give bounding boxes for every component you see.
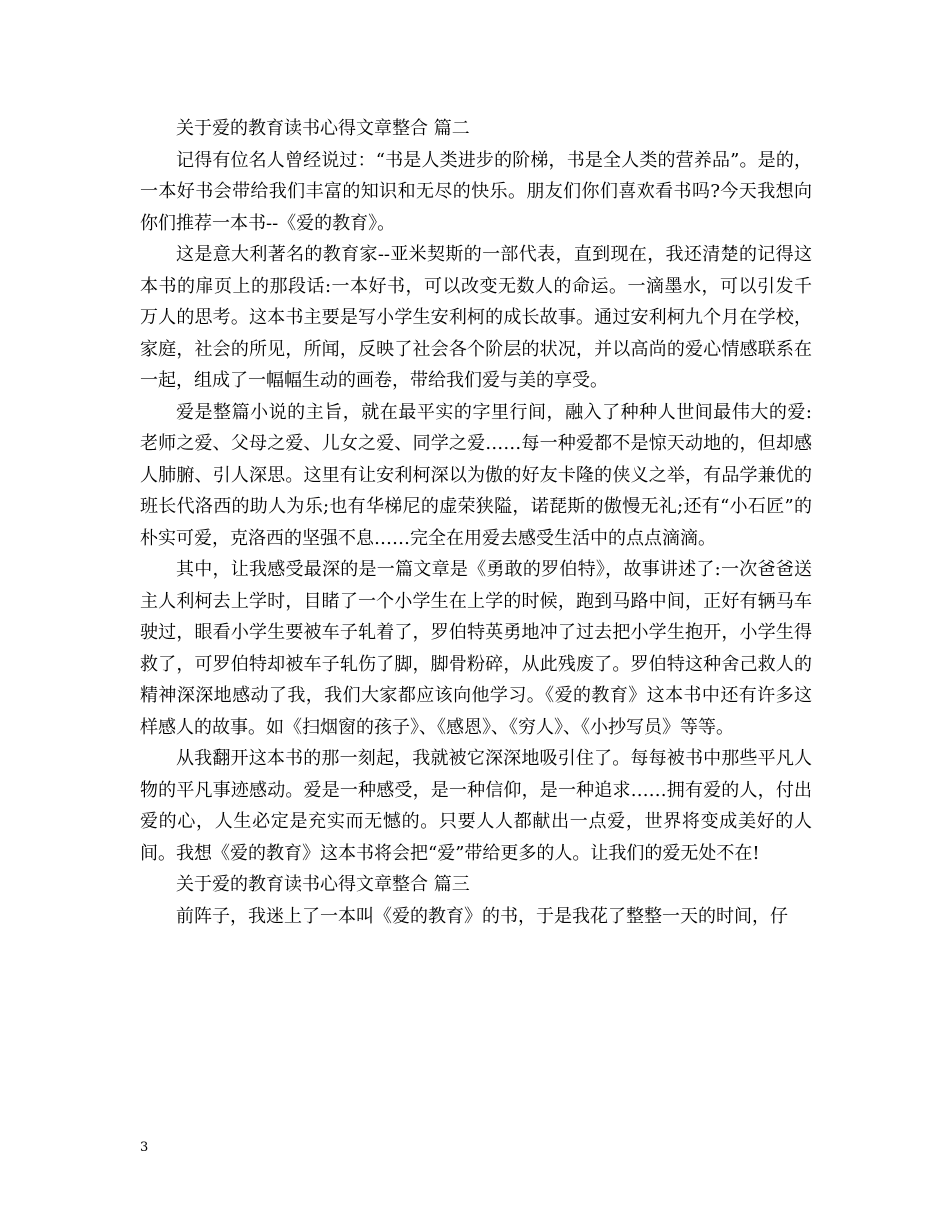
paragraph: 前阵子，我迷上了一本叫《爱的教育》的书，于是我花了整整一天的时间，仔: [176, 905, 788, 927]
paragraph: 记得有位名人曾经说过：“书是人类进步的阶梯，书是全人类的营养品”。是的，一本好书会带给我们丰富的知识和无尽的快乐。朋友们你们喜欢看书吗?今天我想向你们推荐一本书--《爱的教育》。: [140, 149, 812, 234]
section-heading: 关于爱的教育读书心得文章整合 篇三: [176, 874, 470, 895]
paragraph: 其中，让我感受最深的是一篇文章是《勇敢的罗伯特》，故事讲述了:一次爸爸送主人利柯去上学时，目睹了一个小学生在上学的时候，跑到马路中间，正好有辆马车驶过，眼看小学生要被车子轧着了，罗伯特英勇地冲了过去把小学生抱开，小学生得救了，可罗伯特却被车子轧伤了脚，脚骨粉碎，从此残废了。罗伯特这种舍己救人的精神深深地感动了我，我们大家都应该向他学习。《爱的教育》这本书中还有许多这样感人的故事。如《扫烟窗的孩子》、《感恩》、《穷人》、《小抄写员》等等。: [140, 559, 812, 738]
paragraph: 这是意大利著名的教育家--亚米契斯的一部代表，直到现在，我还清楚的记得这本书的扉页上的那段话:一本好书，可以改变无数人的命运。一滴墨水，可以引发千万人的思考。这本书主要是写小学生安利柯的成长故事。通过安利柯九个月在学校，家庭，社会的所见，所闻，反映了社会各个阶层的状况，并以高尚的爱心情感联系在一起，组成了一幅幅生动的画卷，带给我们爱与美的享受。: [140, 244, 812, 391]
section-heading: 关于爱的教育读书心得文章整合 篇二: [176, 118, 470, 139]
page-number: 3: [140, 1140, 149, 1155]
paragraph: 爱是整篇小说的主旨，就在最平实的字里行间，融入了种种人世间最伟大的爱:老师之爱、父母之爱、儿女之爱、同学之爱……每一种爱都不是惊天动地的，但却感人肺腑、引人深思。这里有让安利柯深以为傲的好友卡隆的侠义之举，有品学兼优的班长代洛西的助人为乐;也有华梯尼的虚荣狭隘，诺琵斯的傲慢无礼;还有“小石匠”的朴实可爱，克洛西的坚强不息……完全在用爱去感受生活中的点点滴滴。: [140, 401, 812, 549]
paragraph: 从我翻开这本书的那一刻起，我就被它深深地吸引住了。每每被书中那些平凡人物的平凡事迹感动。爱是一种感受，是一种信仰，是一种追求……拥有爱的人，付出爱的心，人生必定是充实而无憾的。只要人人都献出一点爱，世界将变成美好的人间。我想《爱的教育》这本书将会把“爱”带给更多的人。让我们的爱无处不在!: [140, 748, 812, 864]
document-body: [140, 113, 812, 932]
